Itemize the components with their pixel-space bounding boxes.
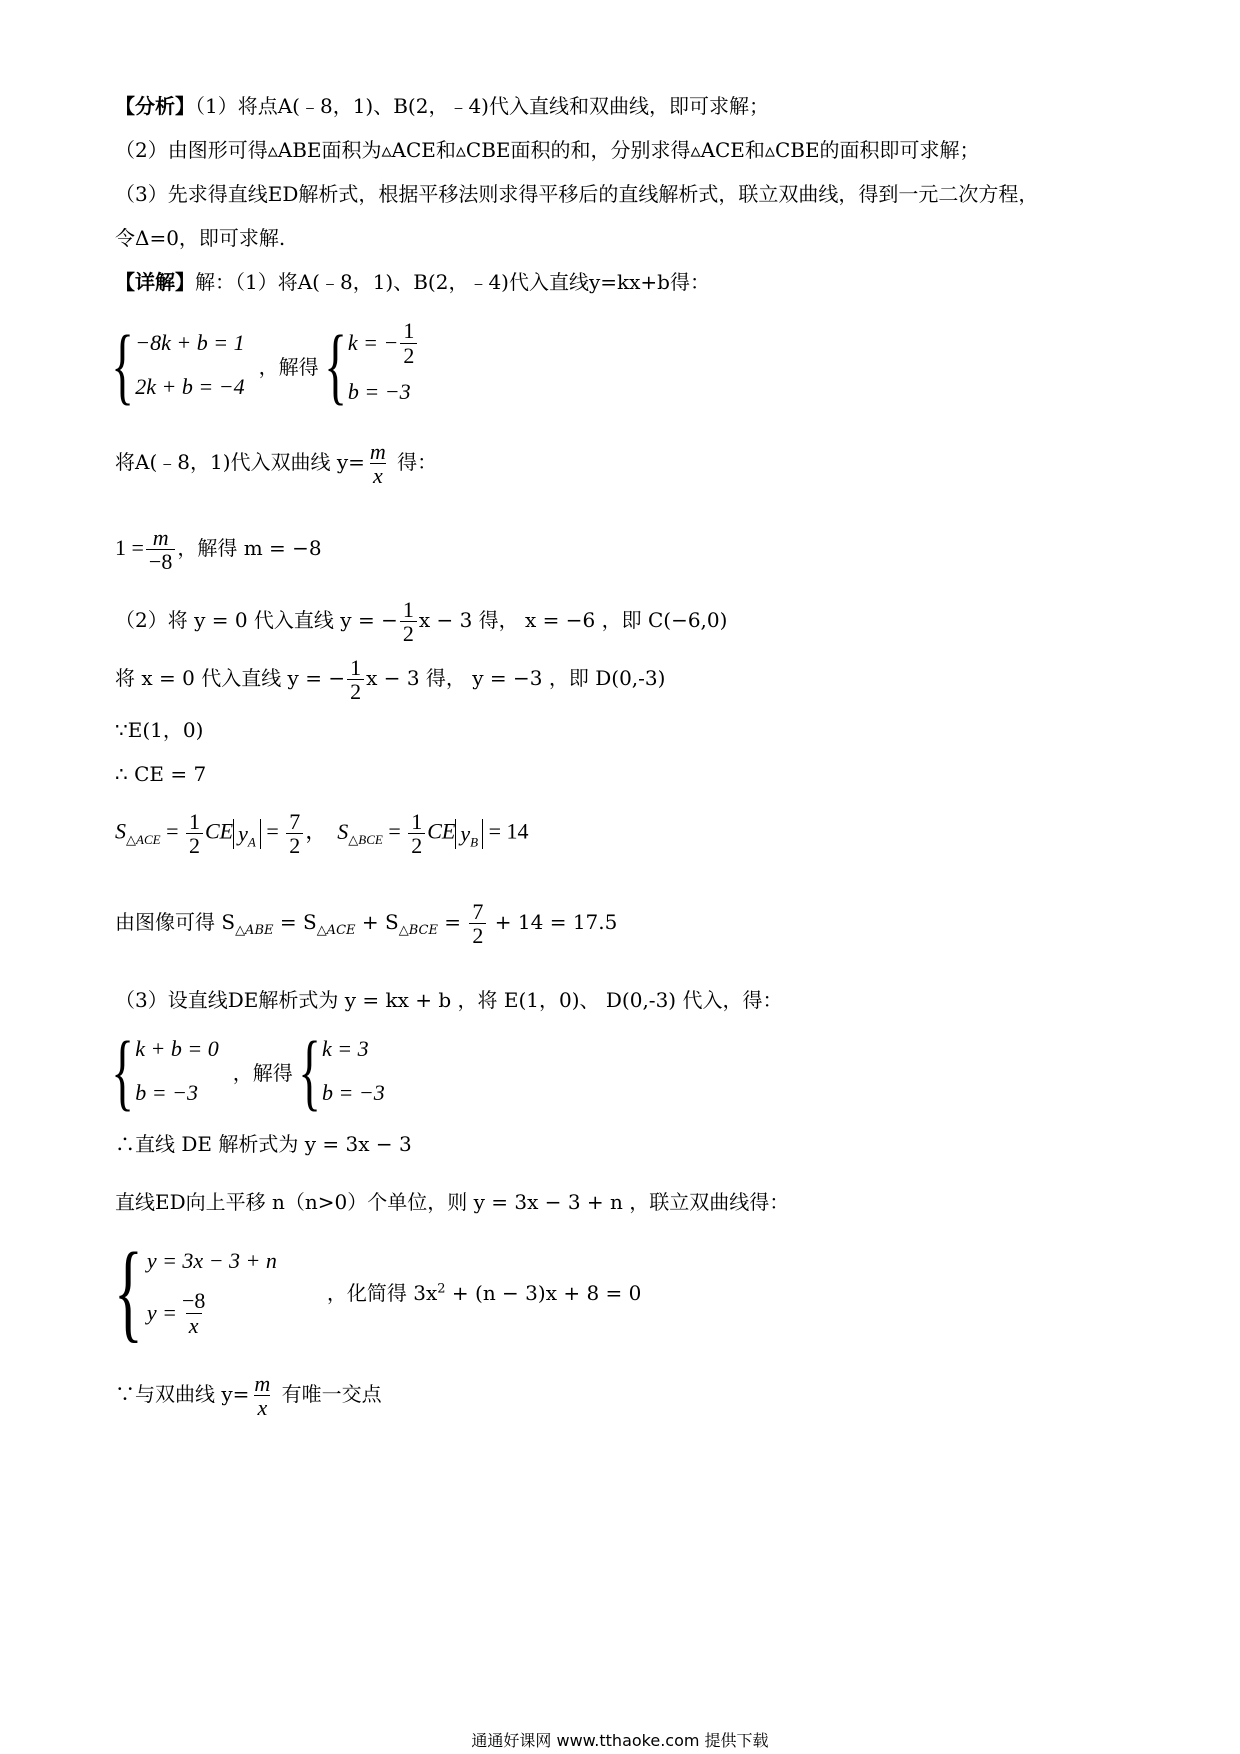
system-solution: k = − $\frac{1}{2}$ — [348, 318, 419, 368]
solve-text: ，解得 — [232, 1060, 293, 1085]
detail-line-4: （2）将 y = 0 代入直线 y = − $\frac{1}{2}$ x − 3 得， x = −6 ，即 C(−6,0) — [115, 597, 728, 647]
analysis-heading: 【分析】 — [115, 94, 195, 118]
detail-line-7: ∴ CE = 7 — [115, 762, 207, 786]
solve-text: ，解得 — [258, 354, 319, 379]
page-footer: 通通好课网 www.tthaoke.com 提供下载 — [471, 1731, 769, 1750]
brace-symbol: { — [111, 317, 134, 413]
detail-line-5: 将 x = 0 代入直线 y = − $\frac{1}{2}$ x − 3 得， y = −3 ，即 D(0,-3) — [115, 655, 666, 705]
analysis-line-3: （3）先求得直线ED解析式，根据平移法则求得平移后的直线解析式，联立双曲线，得到一元二次方程， — [115, 182, 1039, 206]
system-equation: y = $\frac{-8}{x}$ — [146, 1288, 206, 1338]
system-equation: 2k + b = −4 — [135, 374, 245, 399]
detail-line-1 — [115, 272, 710, 292]
system-solution: b = −3 — [322, 1080, 385, 1105]
detail-text: 解：（1）将A(﹣8，1)、B(2，﹣4)代入直线y=kx+b得： — [195, 270, 710, 294]
analysis-line-4: 令Δ=0，即可求解. — [115, 226, 286, 250]
system-equation: b = −3 — [135, 1080, 198, 1105]
equation-system-1 — [108, 318, 419, 412]
detail-line-11: ∴直线 DE 解析式为 y = 3x − 3 — [115, 1132, 412, 1156]
detail-line-6: ∵E(1，0) — [115, 718, 204, 742]
detail-line-3: 1 = $\frac{m}{-8}$ ，解得 m = −8 — [115, 525, 322, 575]
simplify-text: ，化简得 $3x^2 + (n - 3)x + 8 = 0$ — [326, 1280, 642, 1305]
system-equation: −8k + b = 1 — [135, 330, 245, 355]
equation-system-2 — [108, 1023, 385, 1119]
detail-line-10: （3）设直线DE解析式为 y = kx + b ，将 E(1，0)、 D(0,-3) 代入，得： — [115, 988, 783, 1012]
detail-line-2: 将A(﹣8，1)代入双曲线 y= $\frac{m}{x}$ 得： — [115, 439, 438, 489]
detail-line-13: ∵与双曲线 y= $\frac{m}{x}$ 有唯一交点 — [115, 1371, 382, 1421]
equation-system-3 — [108, 1230, 642, 1352]
system-equation: k + b = 0 — [135, 1036, 219, 1061]
area-formula-line: $S_{\triangle ACE}$ = $\frac{1}{2}$ CE $y_A$ = $\frac{7}{2}$ ， $S_{\triangle BCE}$ = $\frac{1}{2}$ CE $y_B = 14$ — [115, 809, 529, 859]
analysis-text: （1）将点A(﹣8，1)、B(2，﹣4)代入直线和双曲线，即可求解； — [195, 94, 769, 118]
analysis-line-1 — [115, 96, 769, 116]
detail-line-12: 直线ED向上平移 n（n>0）个单位，则 y = 3x − 3 + n ，联立双曲线得： — [115, 1190, 790, 1214]
system-equation: y = 3x − 3 + n — [146, 1248, 277, 1273]
detail-heading: 【详解】 — [115, 270, 195, 294]
system-solution: k = 3 — [322, 1036, 369, 1061]
system-solution: b = −3 — [347, 379, 411, 404]
detail-line-9: 由图像可得 $S_{\triangle ABE} = S_{\triangle ACE} + S_{\triangle BCE}$ = $\frac{7}{2}$ + 14 = 17.5 — [115, 899, 618, 949]
brace-symbol: { — [111, 1023, 134, 1119]
analysis-line-2: （2）由图形可得▵ABE面积为▵ACE和▵CBE面积的和，分别求得▵ACE和▵CBE的面积即可求解； — [115, 138, 980, 162]
brace-symbol: { — [323, 317, 347, 413]
brace-symbol: { — [113, 1230, 143, 1352]
brace-symbol: { — [298, 1023, 321, 1119]
